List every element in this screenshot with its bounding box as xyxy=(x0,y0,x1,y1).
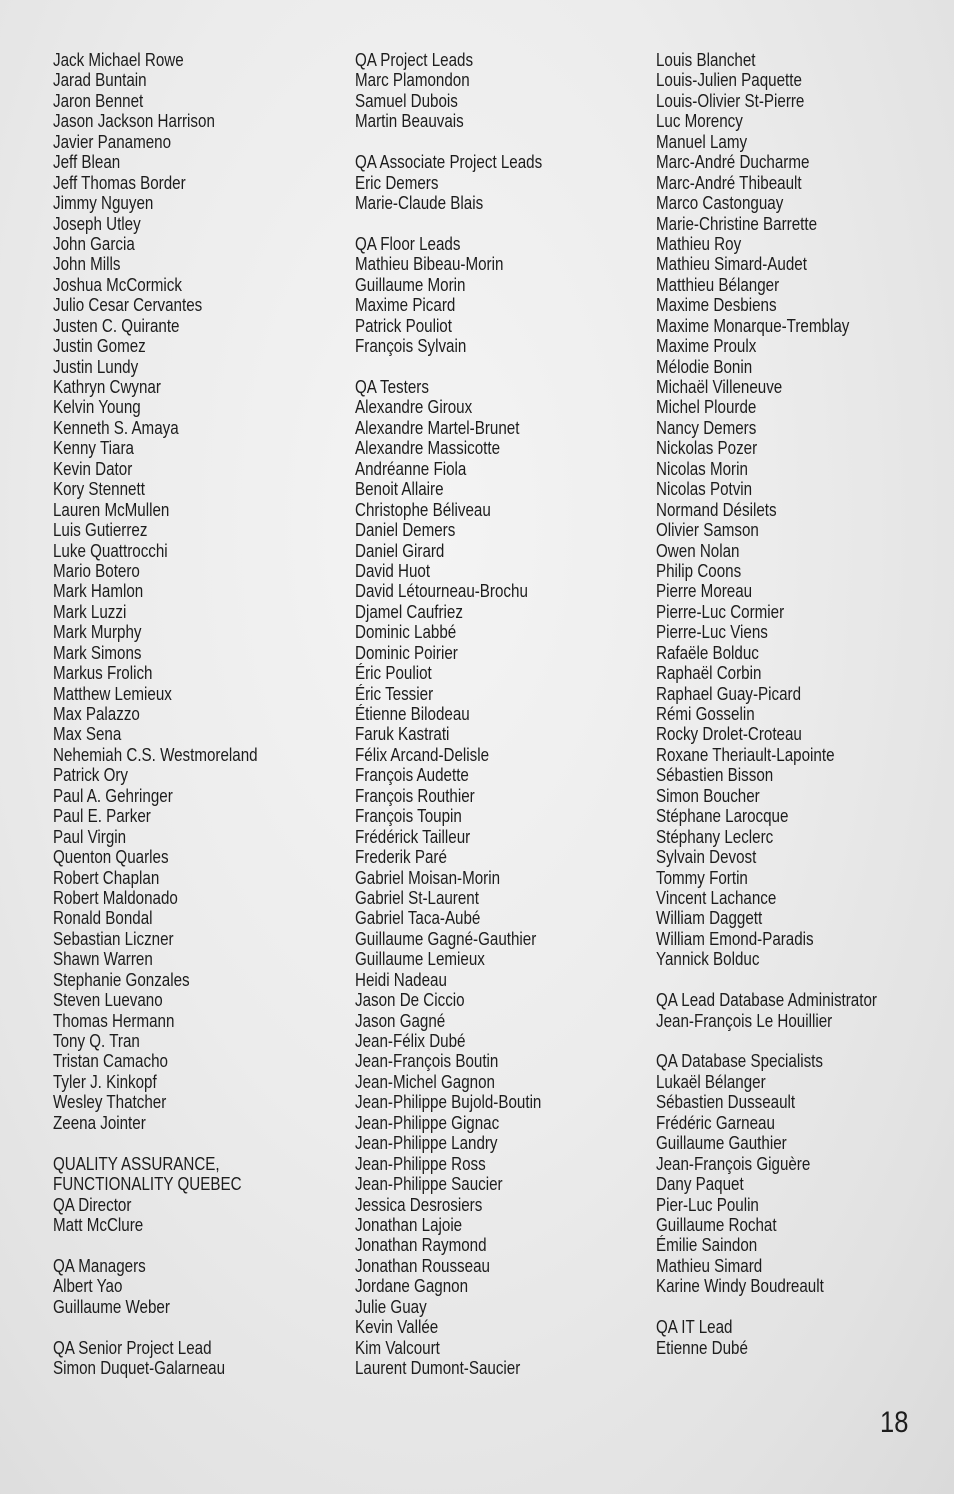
credit-line: Frederik Paré xyxy=(355,846,447,868)
credit-line: Stephanie Gonzales xyxy=(53,968,190,990)
credit-line: Guillaume Lemieux xyxy=(355,948,485,970)
credit-line: Martin Beauvais xyxy=(355,110,464,132)
credit-line: QA Testers xyxy=(355,376,429,397)
credit-line: Lukaël Bélanger xyxy=(656,1070,766,1092)
credit-line: Sébastien Dusseault xyxy=(656,1091,796,1113)
credit-line: Roxane Theriault-Lapointe xyxy=(656,743,835,765)
credit-line: Émilie Saindon xyxy=(656,1234,758,1256)
credit-line: Jean-Philippe Gignac xyxy=(355,1111,500,1133)
credit-line: Tristan Camacho xyxy=(53,1050,168,1072)
credit-line: Mark Simons xyxy=(53,641,142,663)
credit-line: Marc-André Ducharme xyxy=(656,151,810,173)
credit-line: Rocky Drolet-Croteau xyxy=(656,723,802,745)
credit-line: Nicolas Morin xyxy=(656,457,748,479)
credit-line: Dany Paquet xyxy=(656,1173,744,1195)
credit-line: Owen Nolan xyxy=(656,539,740,561)
credit-line: QA Senior Project Lead xyxy=(53,1336,212,1358)
page-number: 18 xyxy=(879,1406,908,1439)
credit-line: Félix Arcand-Delisle xyxy=(355,743,490,765)
credit-line: QA Lead Database Administrator xyxy=(656,989,877,1011)
credit-line: Kenny Tiara xyxy=(53,437,134,459)
credit-line: Sebastian Liczner xyxy=(53,927,174,949)
credit-line: Paul Virgin xyxy=(53,825,127,847)
credit-line: Mark Hamlon xyxy=(53,580,144,602)
credit-line: Maxime Proulx xyxy=(656,335,757,357)
credit-line: Éric Pouliot xyxy=(355,662,432,684)
credits-block xyxy=(355,377,542,1378)
credit-line: Marco Castonguay xyxy=(656,192,784,214)
credit-line: Justen C. Quirante xyxy=(53,314,180,336)
credits-column-2 xyxy=(355,50,542,1378)
credit-line: Mathieu Simard-Audet xyxy=(656,253,807,275)
block-spacer xyxy=(53,1133,258,1153)
credit-line: Max Sena xyxy=(53,723,122,745)
credit-line: Maxime Desbiens xyxy=(656,294,777,316)
credit-line: Markus Frolich xyxy=(53,662,153,684)
credit-line: Kenneth S. Amaya xyxy=(53,416,179,438)
credit-line: Jason Jackson Harrison xyxy=(53,110,215,132)
credits-block xyxy=(656,990,877,1031)
credit-line: Gabriel Moisan-Morin xyxy=(355,866,501,888)
credit-line: Shawn Warren xyxy=(53,948,153,970)
credit-line: Olivier Samson xyxy=(656,519,759,541)
credit-line: Jean-Philippe Saucier xyxy=(355,1173,503,1195)
credit-line: Tommy Fortin xyxy=(656,866,748,888)
credit-line: Étienne Bilodeau xyxy=(355,703,470,724)
credit-line: Gabriel Taca-Aubé xyxy=(355,907,481,929)
credits-block xyxy=(355,234,542,357)
credit-line: QA Managers xyxy=(53,1254,146,1276)
credit-line: Paul A. Gehringer xyxy=(53,784,173,806)
credit-line: Marc Plamondon xyxy=(355,69,470,91)
credit-line: Guillaume Gauthier xyxy=(656,1132,787,1154)
credit-line: Alexandre Giroux xyxy=(355,396,473,418)
credit-line: Jimmy Nguyen xyxy=(53,192,154,214)
credit-line: Mathieu Roy xyxy=(656,232,742,254)
credit-line: Zeena Jointer xyxy=(53,1111,146,1133)
credit-line: Joshua McCormick xyxy=(53,273,182,295)
credit-line: Mathieu Simard xyxy=(656,1254,763,1276)
block-spacer xyxy=(53,1235,258,1255)
credit-line: Yannick Bolduc xyxy=(656,948,760,970)
credit-line: Nehemiah C.S. Westmoreland xyxy=(53,743,258,765)
credit-line: Lauren McMullen xyxy=(53,498,170,520)
credit-line: Matthieu Bélanger xyxy=(656,273,780,295)
credit-line: Raphaël Corbin xyxy=(656,662,762,684)
credit-line: Louis-Julien Paquette xyxy=(656,69,802,91)
credit-line: Jason De Ciccio xyxy=(355,989,465,1011)
credit-line: Pierre-Luc Viens xyxy=(656,621,768,643)
credit-line: Alexandre Massicotte xyxy=(355,437,501,459)
credits-block xyxy=(53,1338,258,1379)
credits-block xyxy=(355,50,542,132)
credit-line: Louis-Olivier St-Pierre xyxy=(656,89,805,111)
credit-line: Faruk Kastrati xyxy=(355,723,450,745)
credit-line: Jeff Thomas Border xyxy=(53,171,186,193)
credit-line: Wesley Thatcher xyxy=(53,1091,167,1113)
credit-line: Daniel Demers xyxy=(355,519,456,541)
credit-line: Jean-Félix Dubé xyxy=(355,1030,466,1051)
credit-line: Maxime Picard xyxy=(355,294,456,316)
credit-line: QA Director xyxy=(53,1193,132,1215)
credit-line: QA Floor Leads xyxy=(355,232,461,254)
credit-line: Patrick Pouliot xyxy=(355,314,452,336)
credit-line: Sébastien Bisson xyxy=(656,764,774,786)
credit-line: Christophe Béliveau xyxy=(355,498,491,520)
credit-line: Eric Demers xyxy=(355,171,439,193)
credit-line: Samuel Dubois xyxy=(355,89,458,111)
credit-line: William Emond-Paradis xyxy=(656,927,814,949)
credit-line: Benoit Allaire xyxy=(355,478,444,500)
credit-line: Alexandre Martel-Brunet xyxy=(355,416,520,438)
credit-line: Jason Gagné xyxy=(355,1009,446,1031)
credit-line: Steven Luevano xyxy=(53,989,163,1011)
credit-line: Tyler J. Kinkopf xyxy=(53,1070,157,1092)
credit-line: Gabriel St-Laurent xyxy=(355,886,479,908)
credit-line: Nicolas Potvin xyxy=(656,478,753,500)
credits-column-3 xyxy=(656,50,877,1358)
credit-line: Matthew Lemieux xyxy=(53,682,172,704)
credit-line: Ronald Bondal xyxy=(53,907,153,929)
credit-line: Heidi Nadeau xyxy=(355,968,447,990)
credit-line: Jean-Michel Gagnon xyxy=(355,1070,495,1092)
credit-line: Marc-André Thibeault xyxy=(656,171,802,193)
credit-line: Albert Yao xyxy=(53,1275,123,1297)
credit-line: Justin Lundy xyxy=(53,355,139,377)
credit-line: Stéphany Leclerc xyxy=(656,825,774,847)
credit-line: Karine Windy Boudreault xyxy=(656,1275,824,1297)
credit-line: Jeff Blean xyxy=(53,151,121,173)
credit-line: Jean-François Boutin xyxy=(355,1050,499,1072)
block-spacer xyxy=(656,1031,877,1051)
credits-block xyxy=(53,50,258,1133)
credit-line: Tony Q. Tran xyxy=(53,1030,140,1051)
credit-line: William Daggett xyxy=(656,907,763,929)
credit-line: Jonathan Lajoie xyxy=(355,1213,463,1235)
block-spacer xyxy=(656,1297,877,1317)
credit-line: Luc Morency xyxy=(656,110,743,132)
credit-line: Mario Botero xyxy=(53,559,140,581)
credit-line: Maxime Monarque-Tremblay xyxy=(656,314,850,336)
credit-line: Jean-Philippe Bujold-Boutin xyxy=(355,1091,542,1113)
credit-line: Sylvain Devost xyxy=(656,846,757,868)
block-spacer xyxy=(355,214,542,234)
credit-line: Jean-François Le Houillier xyxy=(656,1009,833,1031)
credit-line: John Garcia xyxy=(53,232,135,254)
credit-line: Jarad Buntain xyxy=(53,69,147,91)
credit-line: QUALITY ASSURANCE, xyxy=(53,1152,220,1174)
credit-line: Mark Murphy xyxy=(53,621,142,643)
credit-line: Djamel Caufriez xyxy=(355,600,463,622)
credit-line: Julio Cesar Cervantes xyxy=(53,294,203,316)
credit-line: Jonathan Raymond xyxy=(355,1234,487,1256)
credit-line: Jean-François Giguère xyxy=(656,1152,811,1174)
credit-line: Dominic Poirier xyxy=(355,641,458,663)
credit-line: Luke Quattrocchi xyxy=(53,539,168,561)
credit-line: Robert Maldonado xyxy=(53,886,178,908)
credit-line: Pier-Luc Poulin xyxy=(656,1193,759,1215)
credit-line: Luis Gutierrez xyxy=(53,519,148,541)
credit-line: Robert Chaplan xyxy=(53,866,160,888)
credit-line: Kim Valcourt xyxy=(355,1336,440,1358)
credit-line: Kelvin Young xyxy=(53,396,141,418)
credit-line: Marie-Christine Barrette xyxy=(656,212,818,234)
credit-line: Guillaume Weber xyxy=(53,1295,170,1317)
credits-column-1 xyxy=(53,50,258,1378)
credit-line: Quenton Quarles xyxy=(53,846,169,868)
credit-line: François Sylvain xyxy=(355,335,467,357)
credit-line: Guillaume Gagné-Gauthier xyxy=(355,927,537,949)
credit-line: Joseph Utley xyxy=(53,212,141,234)
credit-line: Jaron Bennet xyxy=(53,89,144,111)
credit-line: Mélodie Bonin xyxy=(656,355,753,377)
credit-line: Michel Plourde xyxy=(656,396,757,418)
credit-line: François Routhier xyxy=(355,784,475,806)
credit-line: Jonathan Rousseau xyxy=(355,1254,490,1276)
credit-line: Thomas Hermann xyxy=(53,1009,175,1031)
credit-line: Andréanne Fiola xyxy=(355,457,467,479)
credits-block xyxy=(53,1154,258,1236)
credit-line: Dominic Labbé xyxy=(355,621,457,643)
credit-line: Jean-Philippe Ross xyxy=(355,1152,486,1174)
credit-line: Kory Stennett xyxy=(53,478,145,500)
credit-line: Jordane Gagnon xyxy=(355,1275,469,1297)
credit-line: Kevin Vallée xyxy=(355,1316,439,1338)
credit-line: Frédérick Tailleur xyxy=(355,825,471,847)
credit-line: Frédéric Garneau xyxy=(656,1111,775,1133)
credits-block xyxy=(656,50,877,970)
credit-line: Éric Tessier xyxy=(355,682,434,704)
credits-block xyxy=(656,1051,877,1296)
credit-line: Guillaume Rochat xyxy=(656,1213,777,1235)
credit-line: Raphael Guay-Picard xyxy=(656,682,802,704)
credit-line: Max Palazzo xyxy=(53,703,140,724)
credit-line: Jessica Desrosiers xyxy=(355,1193,483,1215)
credit-line: Paul E. Parker xyxy=(53,805,151,827)
credit-line: Javier Panameno xyxy=(53,130,172,152)
credit-line: FUNCTIONALITY QUEBEC xyxy=(53,1173,242,1195)
credit-line: Etienne Dubé xyxy=(656,1336,748,1358)
credit-line: Kevin Dator xyxy=(53,457,133,479)
block-spacer xyxy=(656,970,877,990)
credit-line: François Audette xyxy=(355,764,469,786)
credit-line: Simon Duquet-Galarneau xyxy=(53,1357,226,1378)
credit-line: Jack Michael Rowe xyxy=(53,49,184,70)
credit-line: Pierre Moreau xyxy=(656,580,753,602)
credit-line: Nancy Demers xyxy=(656,416,757,438)
credit-line: François Toupin xyxy=(355,805,462,827)
credit-line: Kathryn Cwynar xyxy=(53,376,161,397)
credit-line: Guillaume Morin xyxy=(355,273,466,295)
credit-line: Manuel Lamy xyxy=(656,130,748,152)
credit-line: Mark Luzzi xyxy=(53,600,127,622)
credit-line: Patrick Ory xyxy=(53,764,129,786)
credit-line: Normand Désilets xyxy=(656,498,777,520)
credit-line: Michaël Villeneuve xyxy=(656,376,783,397)
credit-line: David Huot xyxy=(355,559,431,581)
credit-line: Louis Blanchet xyxy=(656,49,756,70)
credit-line: QA IT Lead xyxy=(656,1316,733,1338)
credit-line: Simon Boucher xyxy=(656,784,760,806)
credit-line: QA Project Leads xyxy=(355,49,474,70)
credit-line: Laurent Dumont-Saucier xyxy=(355,1357,521,1378)
credit-line: Daniel Girard xyxy=(355,539,445,561)
credit-line: Matt McClure xyxy=(53,1213,144,1235)
credit-line: QA Associate Project Leads xyxy=(355,151,543,173)
credit-line: David Létourneau-Brochu xyxy=(355,580,528,602)
credits-block xyxy=(53,1256,258,1317)
credit-line: Nickolas Pozer xyxy=(656,437,758,459)
block-spacer xyxy=(355,357,542,377)
credit-line: Rafaële Bolduc xyxy=(656,641,759,663)
credits-block xyxy=(355,152,542,213)
credit-line: Rémi Gosselin xyxy=(656,703,755,724)
credit-line: John Mills xyxy=(53,253,121,275)
credit-line: QA Database Specialists xyxy=(656,1050,823,1072)
block-spacer xyxy=(355,132,542,152)
credit-line: Justin Gomez xyxy=(53,335,146,357)
credit-line: Pierre-Luc Cormier xyxy=(656,600,785,622)
credit-line: Mathieu Bibeau-Morin xyxy=(355,253,504,275)
block-spacer xyxy=(53,1317,258,1337)
credits-block xyxy=(656,1317,877,1358)
credit-line: Julie Guay xyxy=(355,1295,427,1317)
credit-line: Marie-Claude Blais xyxy=(355,192,484,214)
credit-line: Philip Coons xyxy=(656,559,742,581)
credit-line: Vincent Lachance xyxy=(656,886,777,908)
credit-line: Stéphane Larocque xyxy=(656,805,789,827)
credit-line: Jean-Philippe Landry xyxy=(355,1132,498,1154)
